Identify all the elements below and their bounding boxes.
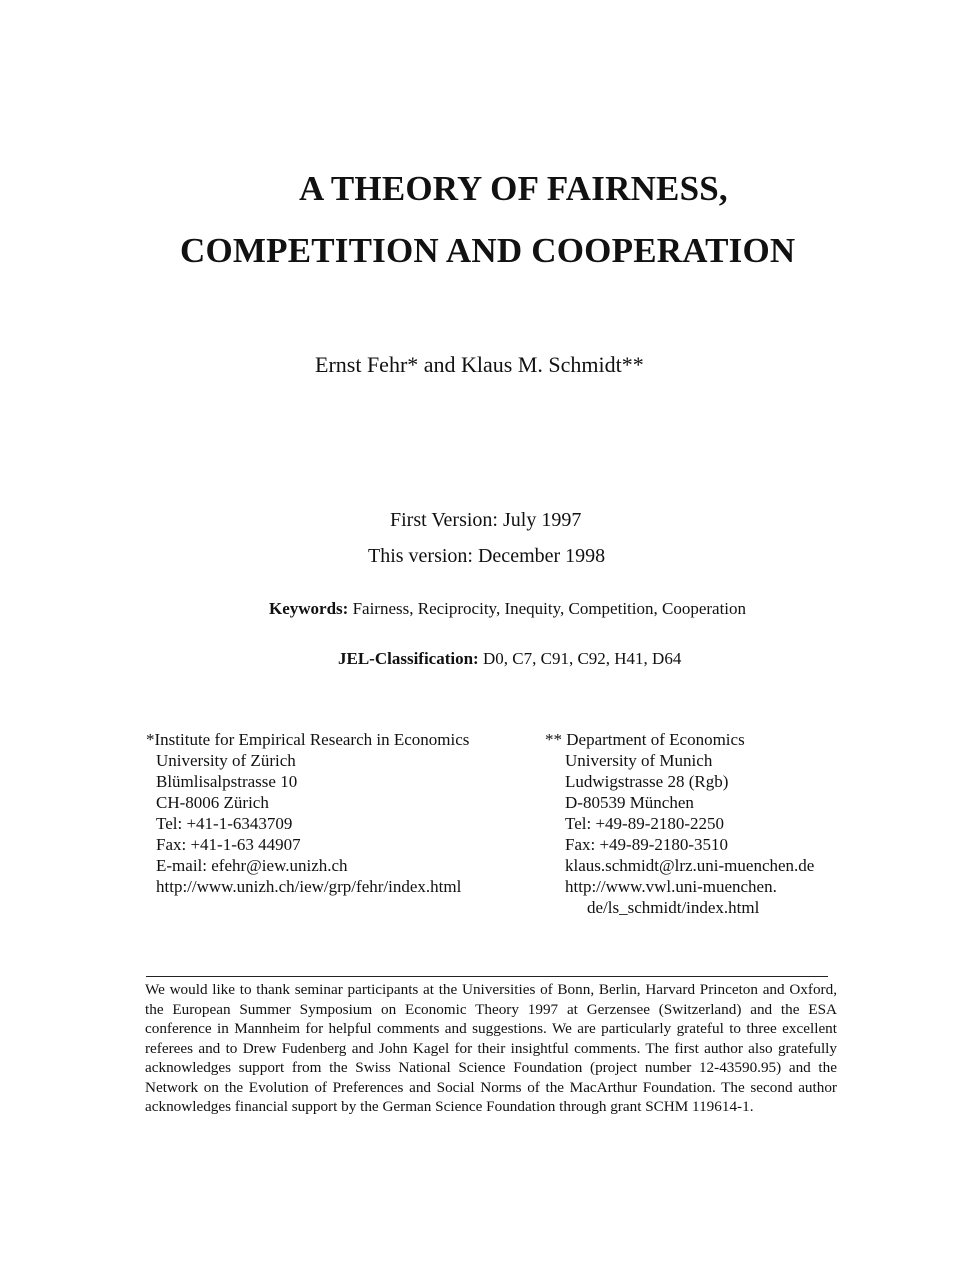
right-email: klaus.schmidt@lrz.uni-muenchen.de xyxy=(565,856,815,875)
jel-label: JEL-Classification: xyxy=(338,649,479,668)
affiliation-left xyxy=(146,729,469,897)
title-line-2: COMPETITION AND COOPERATION xyxy=(180,231,796,270)
title-line-1: A THEORY OF FAIRNESS, xyxy=(299,169,728,208)
affiliation-right xyxy=(545,729,814,918)
acknowledgement-footnote: We would like to thank seminar participants at the Universities of Bonn, Berlin, Harvard Princeton and Oxford, the European Summer Symposium on Economic Theory 1997 at Gerzensee (Switzerland) and the ESA conference in Mannheim for helpful comments and suggestions. We are particularly grateful to three excellent referees and to Drew Fudenberg and John Kagel for their insightful comments. The first author also gratefully acknowledges support from the Swiss National Science Foundation (project number 12-43590.95) and the Network on the Evolution of Preferences and Social Norms of the MacArthur Foundation. The second author acknowledges financial support by the German Science Foundation through grant SCHM 119614-1. xyxy=(145,981,837,1115)
jel-value: D0, C7, C91, C92, H41, D64 xyxy=(478,649,682,668)
authors: Ernst Fehr* and Klaus M. Schmidt** xyxy=(315,352,644,377)
left-city: CH-8006 Zürich xyxy=(156,793,269,812)
left-university: University of Zürich xyxy=(156,751,296,770)
left-fax: Fax: +41-1-63 44907 xyxy=(156,835,301,854)
left-street: Blümlisalpstrasse 10 xyxy=(156,772,298,791)
right-department: ** Department of Economics xyxy=(545,730,745,749)
keywords-value: Fairness, Reciprocity, Inequity, Competition, Cooperation xyxy=(348,599,747,618)
this-version: This version: December 1998 xyxy=(368,545,606,567)
right-tel: Tel: +49-89-2180-2250 xyxy=(565,814,725,833)
left-institute: *Institute for Empirical Research in Economics xyxy=(146,730,470,749)
keywords-line xyxy=(269,599,746,619)
left-tel: Tel: +41-1-6343709 xyxy=(156,814,293,833)
right-url-line-2: de/ls_schmidt/index.html xyxy=(587,898,760,917)
right-university: University of Munich xyxy=(565,751,713,770)
right-city: D-80539 München xyxy=(565,793,694,812)
left-url: http://www.unizh.ch/iew/grp/fehr/index.html xyxy=(156,877,462,896)
right-street: Ludwigstrasse 28 (Rgb) xyxy=(565,772,729,791)
jel-line xyxy=(338,649,681,669)
right-url-line-1: http://www.vwl.uni-muenchen. xyxy=(565,877,777,896)
right-fax: Fax: +49-89-2180-3510 xyxy=(565,835,729,854)
left-email: E-mail: efehr@iew.unizh.ch xyxy=(156,856,348,875)
first-version: First Version: July 1997 xyxy=(390,509,582,531)
keywords-label: Keywords: xyxy=(269,599,349,618)
footnote-rule xyxy=(146,976,828,977)
